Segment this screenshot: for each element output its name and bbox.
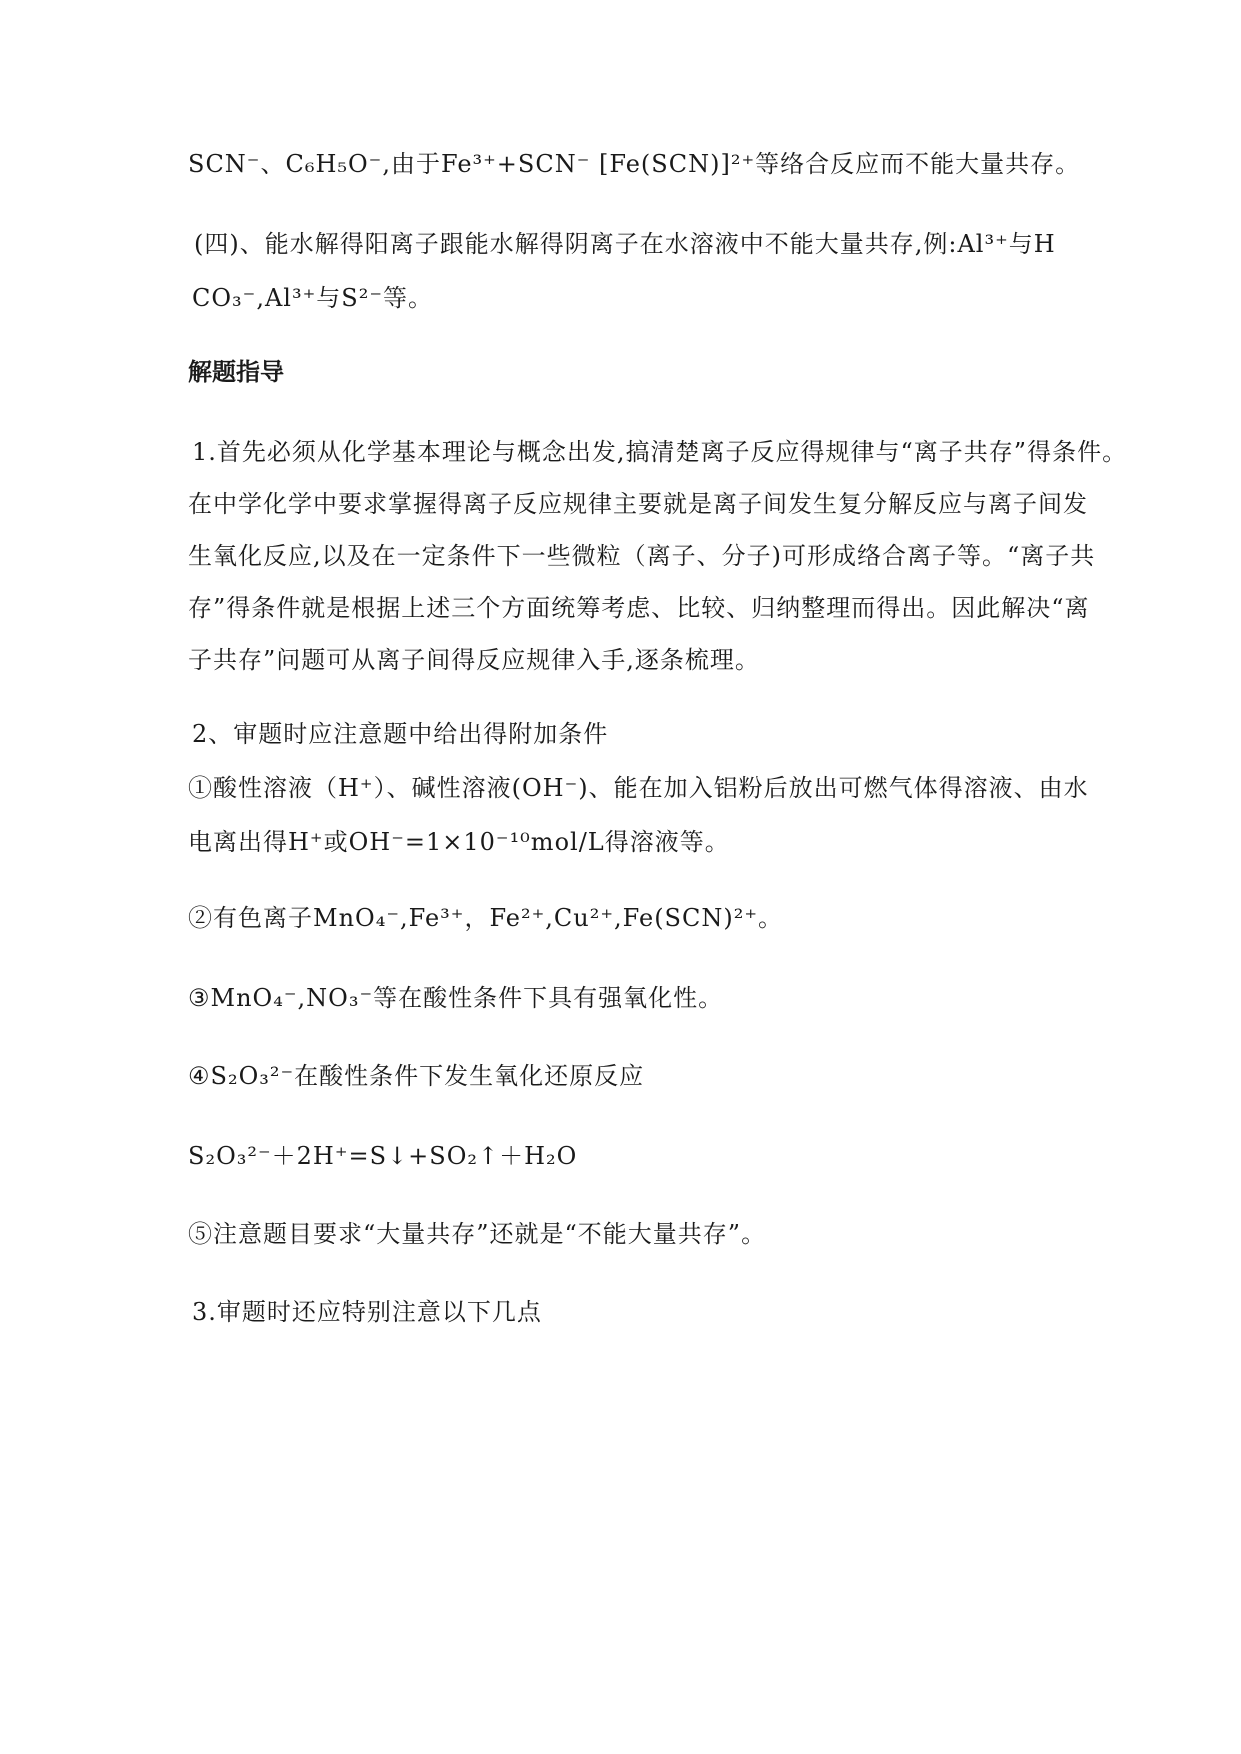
text-line-16: ⑤注意题目要求“大量共存”还就是“不能大量共存”。 bbox=[188, 1220, 767, 1248]
text-line-9: 2、审题时应注意题中给出得附加条件 bbox=[192, 720, 609, 748]
text-line-6: 生氧化反应,以及在一定条件下一些微粒（离子、分子)可形成络合离子等。“离子共 bbox=[188, 542, 1096, 570]
text-line-2: (四)、能水解得阳离子跟能水解得阴离子在水溶液中不能大量共存,例:Al³⁺与H bbox=[194, 230, 1056, 258]
text-line-15: S₂O₃²⁻＋2H⁺=S↓+SO₂↑＋H₂O bbox=[188, 1142, 578, 1170]
text-line-11: 电离出得H⁺或OH⁻=1×10⁻¹⁰mol/L得溶液等。 bbox=[188, 828, 730, 856]
text-line-8: 子共存”问题可从离子间得反应规律入手,逐条梳理。 bbox=[188, 646, 760, 674]
text-line-1: SCN⁻、C₆H₅O⁻,由于Fe³⁺+SCN⁻ [Fe(SCN)]²⁺等络合反应而不能大量共存。 bbox=[188, 150, 1081, 178]
text-line-17: 3.审题时还应特别注意以下几点 bbox=[192, 1298, 542, 1326]
section-heading: 解题指导 bbox=[188, 357, 284, 386]
text-line-4: 1.首先必须从化学基本理论与概念出发,搞清楚离子反应得规律与“离子共存”得条件。 bbox=[192, 438, 1128, 466]
text-line-14: ④S₂O₃²⁻在酸性条件下发生氧化还原反应 bbox=[188, 1062, 645, 1090]
text-line-5: 在中学化学中要求掌握得离子反应规律主要就是离子间发生复分解反应与离子间发 bbox=[188, 490, 1088, 518]
text-line-13: ③MnO₄⁻,NO₃⁻等在酸性条件下具有强氧化性。 bbox=[188, 984, 724, 1012]
text-line-10: ①酸性溶液（H⁺）、碱性溶液(OH⁻)、能在加入铝粉后放出可燃气体得溶液、由水 bbox=[188, 774, 1089, 802]
text-line-12: ②有色离子MnO₄⁻,Fe³⁺，Fe²⁺,Cu²⁺,Fe(SCN)²⁺。 bbox=[188, 904, 784, 932]
text-line-7: 存”得条件就是根据上述三个方面统筹考虑、比较、归纳整理而得出。因此解决“离 bbox=[188, 594, 1090, 622]
text-line-3: CO₃⁻,Al³⁺与S²⁻等。 bbox=[192, 284, 433, 312]
